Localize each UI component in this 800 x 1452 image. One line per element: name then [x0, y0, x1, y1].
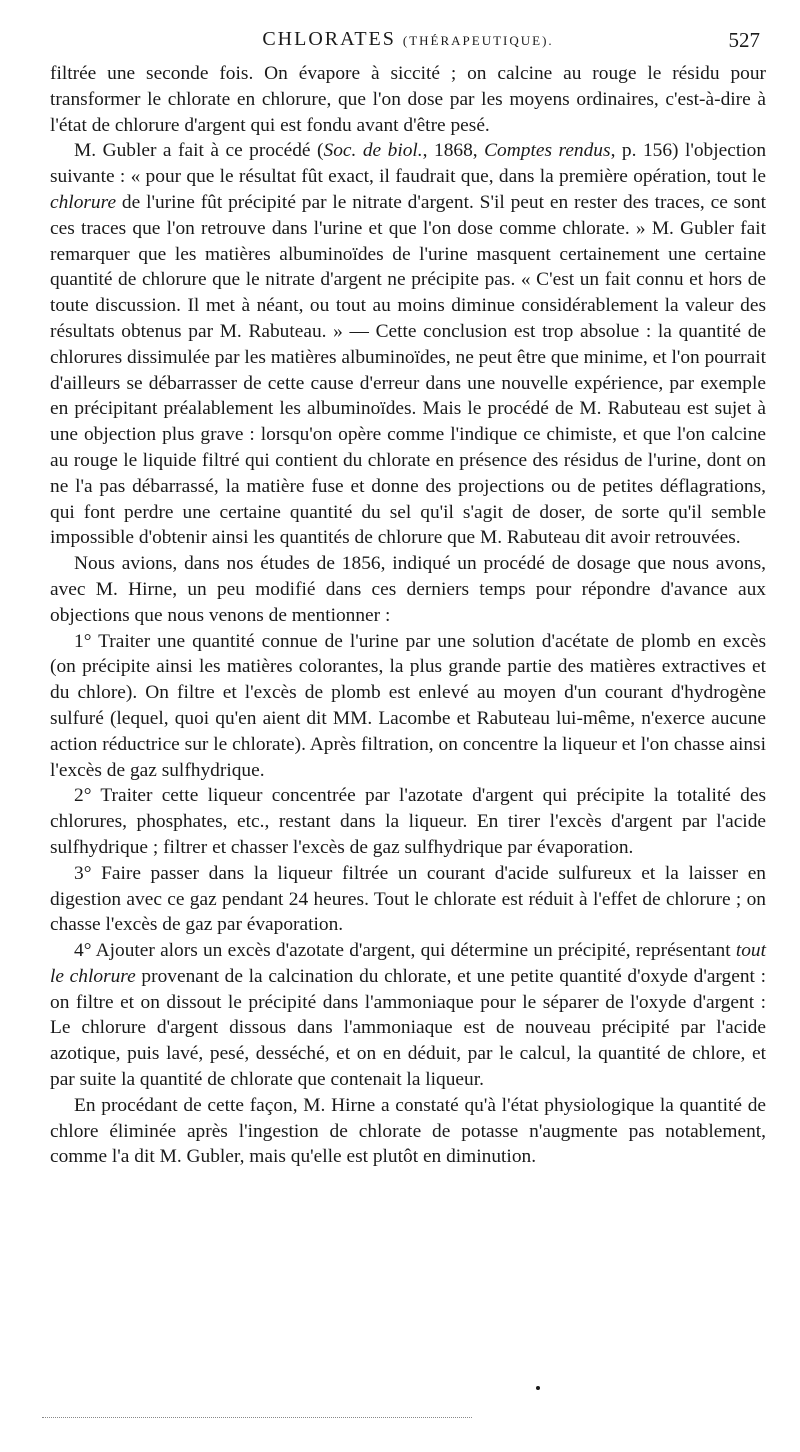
paragraph-continuation — [50, 61, 766, 138]
text-run: filtrée une seconde fois. On évapore à siccité ; on calcine au rouge le résidu pour transformer le chlorate en chlorure, que l'on dose par les moyens ordinaires, c'est-à-dire à l'état de chlorure d'argent qui est fondu avant d'être pesé. — [50, 63, 766, 136]
italic-text: Comptes rendus — [484, 140, 611, 162]
text-run: provenant de la calcination du chlorate, et une petite quantité d'oxyde d'argent : on filtre et on dissout le précipité dans l'ammoniaque pour le séparer de l'oxyde d'argent : Le chlorure d'argent dissous dans l'ammoniaque est de nouveau précipité par l'acide azotique, puis lavé, pesé, desséché, et on en déduit, par le calcul, la quantité de chlore, et par suite la quantité de chlorate que contenait la liqueur. — [50, 965, 766, 1091]
ink-dot — [536, 1386, 540, 1390]
text-run: , 1868, — [422, 140, 485, 162]
text-run: de l'urine fût précipité par le nitrate d'argent. S'il peut en rester des traces, ce sont ces traces que l'on retrouve dans l'urine et que l'on dose comme chlorate. » M. Gubler fait remarquer que les matières albuminoïdes de l'urine masquent certainement une certaine quantité de chlorure que le nitrate d'argent ne précipite pas. « C'est un fait connu et hors de toute discussion. Il met à néant, ou tout au moins diminue considérablement la valeur des résultats obtenus par M. Rabuteau. » — Cette conclusion est trop absolue : la quantité de chlorures dissimulée par les matières albuminoïdes, ne peut être que minime, et l'on pourrait d'ailleurs se débarrasser de cette cause d'erreur dans une nouvelle expérience, par exemple en précipitant préalablement les albuminoïdes. Mais le procédé de M. Rabuteau est sujet à une objection plus grave : lorsqu'on opère comme l'indique ce chimiste, et que l'on calcine au rouge le liquide filtré qui contient du chlorate en présence des résidus de l'urine, dont on ne l'a pas débarrassé, la matière fuse et donne des projections ou de petites déflagrations, qui font perdre une certaine quantité du sel qu'il s'agit de doser, de sorte qu'il semble impossible d'obtenir ainsi les quantités de chlorure que M. Rabuteau dit avoir retrouvées. — [50, 191, 766, 549]
running-title-main: CHLORATES — [262, 28, 396, 50]
paragraph-gubler-objection — [50, 138, 766, 551]
running-title-subtitle: (THÉRAPEUTIQUE). — [402, 33, 554, 48]
paragraph-step-2 — [50, 783, 766, 860]
paragraph-conclusion — [50, 1093, 766, 1170]
footer-rule — [42, 1417, 472, 1418]
italic-text: tout le chlorure — [50, 940, 766, 987]
paragraph-step-1 — [50, 629, 766, 784]
italic-text: chlorure — [50, 191, 117, 213]
running-head — [56, 28, 760, 58]
text-run: Nous avions, dans nos études de 1856, indiqué un procédé de dosage que nous avons, avec M. Hirne, un peu modifié dans ces derniers temps pour répondre d'avance aux objections que nous venons de mentionner : — [50, 553, 766, 626]
text-run: 1° Traiter une quantité connue de l'urine par une solution d'acétate de plomb en excès (on précipite ainsi les matières colorantes, la plus grande partie des matières extractives et du chlore). On filtre et l'excès de plomb est enlevé au moyen d'un courant d'hydrogène sulfuré (lequel, quoi qu'en aient dit MM. Lacombe et Rabuteau lui-même, n'exerce aucune action réductrice sur le chlorate). Après filtration, on concentre la liqueur et l'on chasse ainsi l'excès de gaz sulfhydrique. — [50, 630, 766, 781]
paragraph-step-3 — [50, 861, 766, 938]
text-run: En procédant de cette façon, M. Hirne a constaté qu'à l'état physiologique la quantité de chlore éliminée après l'ingestion de chlorate de potasse n'augmente pas notablement, comme l'a dit M. Gubler, mais qu'elle est plutôt en diminution. — [50, 1094, 766, 1168]
paragraph-method-intro — [50, 551, 766, 628]
text-run: 2° Traiter cette liqueur concentrée par l'azotate d'argent qui précipite la totalité des chlorures, phosphates, etc., restant dans la liqueur. En tirer l'excès d'argent par l'acide sulfhydrique ; filtrer et chasser l'excès de gaz sulfhydrique par évaporation. — [50, 785, 766, 858]
text-run: , p. 156) l'objection suivante : « pour que le résultat fût exact, il faudrait que, dans la première opération, tout le — [50, 140, 767, 188]
paragraph-step-4 — [50, 938, 766, 1093]
body-text — [50, 61, 766, 1170]
text-run: 3° Faire passer dans la liqueur filtrée un courant d'acide sulfureux et la laisser en digestion avec ce gaz pendant 24 heures. Tout le chlorate est réduit à l'effet de chlorure ; on chasse l'excès de gaz par évaporation. — [50, 862, 766, 936]
text-run: 4° Ajouter alors un excès d'azotate d'argent, qui détermine un précipité, représentant — [74, 940, 736, 962]
page-number: 527 — [728, 28, 760, 52]
text-run: M. Gubler a fait à ce procédé ( — [74, 140, 324, 162]
running-title — [56, 28, 760, 51]
italic-text: Soc. de biol. — [323, 140, 423, 162]
